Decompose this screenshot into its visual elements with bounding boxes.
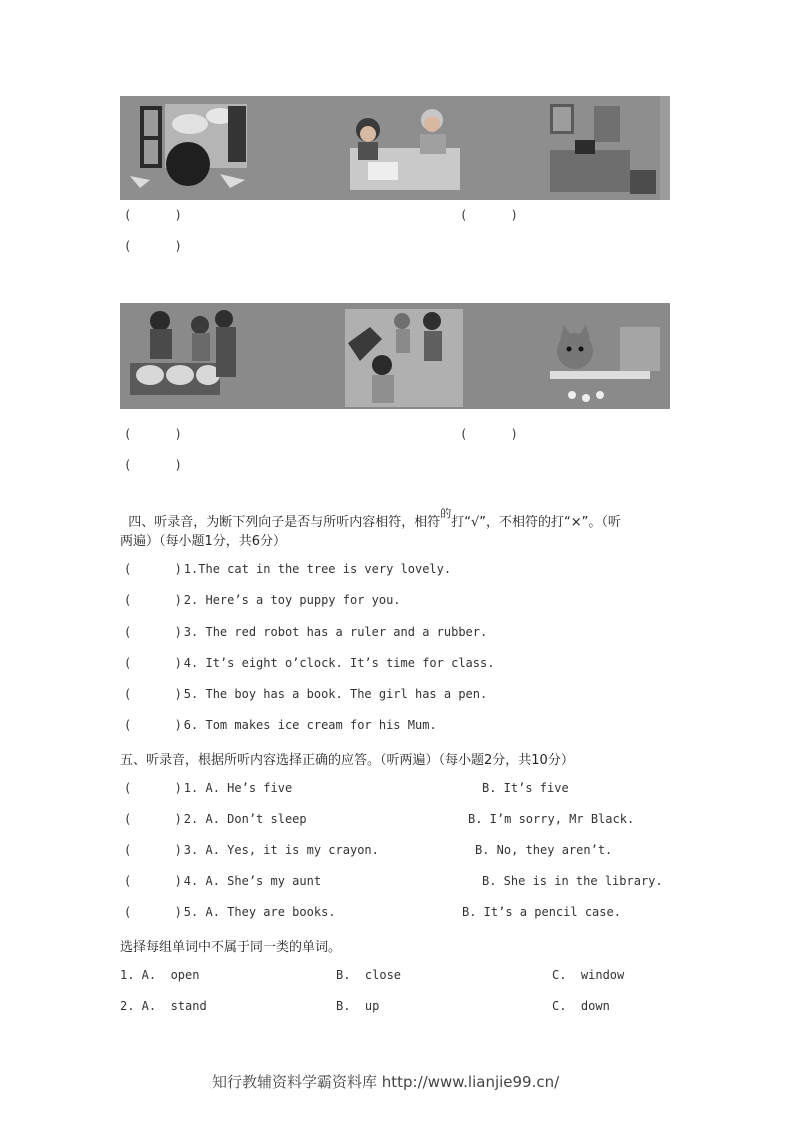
section4-blank-2[interactable]: ( )	[124, 593, 182, 607]
section5-option-b-4: B. She is in the library.	[482, 874, 663, 888]
section4-item-3	[124, 625, 487, 639]
picture-strip-2-art	[120, 303, 670, 409]
section5-item-2	[124, 812, 307, 826]
section5-item-3	[124, 843, 379, 857]
section5-option-b-3: B. No, they aren’t.	[475, 843, 613, 857]
section5-blank-1[interactable]: ( )	[124, 781, 182, 795]
children-walking-illustration	[345, 309, 463, 407]
section5-item-5	[124, 905, 336, 919]
section4-blank-4[interactable]: ( )	[124, 656, 182, 670]
section6-item-1-b: B. close	[336, 968, 402, 982]
section5-option-b-1: B. It’s five	[482, 781, 569, 795]
section4-item-6	[124, 718, 437, 732]
section5-heading: 五、听录音，根据所听内容选择正确的应答。（听两遍）（每小题2分，共10分）	[120, 753, 574, 768]
section4-heading-superscript: 的	[440, 507, 452, 520]
section5-option-a-3: 3. A. Yes, it is my crayon.	[183, 843, 379, 857]
section5-blank-4[interactable]: ( )	[124, 874, 182, 888]
section6-heading: 选择每组单词中不属于同一类的单词。	[120, 940, 342, 955]
blank-2b[interactable]: ( )	[460, 427, 518, 441]
section4-item-5	[124, 687, 487, 701]
blank-1a[interactable]: ( )	[124, 208, 182, 222]
section4-text-5: 5. The boy has a book. The girl has a pen.	[183, 687, 488, 701]
section4-text-6: 6. Tom makes ice cream for his Mum.	[183, 718, 437, 732]
blank-1b[interactable]: ( )	[460, 208, 518, 222]
section4-heading-part2: 打“√”，不相符的打“×”。（听	[451, 515, 621, 530]
section6-item-2-c: C. down	[552, 999, 610, 1013]
section6-item-2-a: 2. A. stand	[120, 999, 207, 1013]
section4-text-3: 3. The red robot has a ruler and a rubber.	[183, 625, 488, 639]
section5-option-b-5: B. It’s a pencil case.	[462, 905, 621, 919]
section4-heading	[120, 496, 621, 530]
section4-text-1: 1.The cat in the tree is very lovely.	[183, 562, 452, 576]
section6-item-2-b: B. up	[336, 999, 380, 1013]
picture-strip-2	[120, 303, 670, 409]
section6-item-1-c: C. window	[552, 968, 625, 982]
section4-heading-part1: 四、听录音，为断下列向子是否与所听内容相符，相符	[128, 515, 441, 530]
section5-blank-5[interactable]: ( )	[124, 905, 182, 919]
picture-strip-1-art	[120, 96, 670, 200]
section4-text-2: 2. Here’s a toy puppy for you.	[183, 593, 401, 607]
blank-1c[interactable]: ( )	[124, 239, 182, 253]
section6-item-1-a: 1. A. open	[120, 968, 200, 982]
section5-item-1	[124, 781, 292, 795]
section4-blank-5[interactable]: ( )	[124, 687, 182, 701]
section5-option-a-5: 5. A. They are books.	[183, 905, 336, 919]
section5-blank-3[interactable]: ( )	[124, 843, 182, 857]
section5-option-a-1: 1. A. He’s five	[183, 781, 293, 795]
blank-2a[interactable]: ( )	[124, 427, 182, 441]
section5-option-a-2: 2. A. Don’t sleep	[183, 812, 307, 826]
blank-2c[interactable]: ( )	[124, 458, 182, 472]
section4-item-4	[124, 656, 494, 670]
section4-item-1	[124, 562, 451, 576]
section4-blank-6[interactable]: ( )	[124, 718, 182, 732]
section4-text-4: 4. It’s eight o’clock. It’s time for class.	[183, 656, 495, 670]
picture-strip-1	[120, 96, 670, 200]
section4-blank-3[interactable]: ( )	[124, 625, 182, 639]
section5-option-a-4: 4. A. She’s my aunt	[183, 874, 322, 888]
footer-source-text: 知行教辅资料学霸资料库 http://www.lianjie99.cn/	[212, 1073, 560, 1091]
section4-heading-line2: 两遍）（每小题1分，共6分）	[120, 534, 287, 549]
section4-item-2	[124, 593, 401, 607]
section5-option-b-2: B. I’m sorry, Mr Black.	[468, 812, 635, 826]
section4-blank-1[interactable]: ( )	[124, 562, 182, 576]
section5-blank-2[interactable]: ( )	[124, 812, 182, 826]
section5-item-4	[124, 874, 321, 888]
